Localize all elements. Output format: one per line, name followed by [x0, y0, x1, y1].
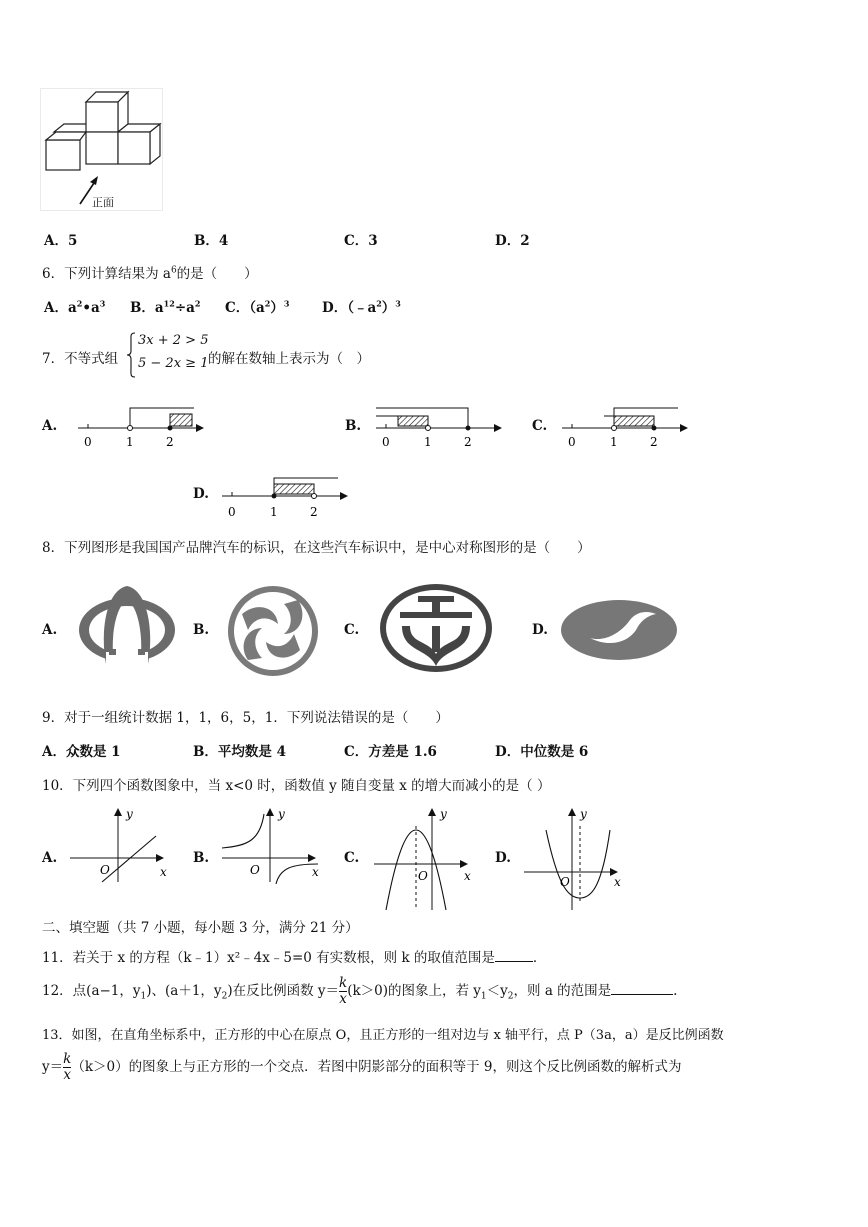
car-logo-c[interactable]: [378, 582, 494, 674]
car-logo-b[interactable]: [226, 584, 320, 678]
car-logo-d[interactable]: [560, 598, 678, 662]
q6-option-a[interactable]: A．$a^2•a^3$: [44, 298, 106, 316]
system-line-1: 3x + 2 > 5: [138, 333, 209, 348]
car-logo-a[interactable]: [76, 582, 178, 666]
axis-x-label: x: [464, 869, 471, 883]
q9-stem: 9．对于一组统计数据 1，1，6，5，1．下列说法错误的是（ ）: [42, 710, 449, 726]
origin-label: O: [250, 863, 260, 877]
origin-label: O: [100, 863, 110, 877]
tick-2: 2: [650, 435, 658, 449]
q7-label-c[interactable]: C.: [532, 418, 548, 434]
function-graph-c[interactable]: [370, 806, 480, 912]
cube-figure: [40, 88, 165, 213]
q8-label-d[interactable]: D.: [532, 622, 548, 638]
axis-y-label: y: [278, 807, 285, 821]
tick-1: 1: [270, 505, 278, 519]
q10-label-b[interactable]: B.: [193, 850, 210, 866]
q7-stem-post: 的解在数轴上表示为（ ）: [208, 351, 370, 367]
axis-y-label: y: [580, 807, 587, 821]
q13-fraction: $\frac{k}{x}$: [63, 1051, 72, 1083]
q8-label-c[interactable]: C.: [344, 622, 360, 638]
front-label: 正面: [92, 196, 114, 209]
q7-label-a[interactable]: A.: [42, 418, 58, 434]
tick-2: 2: [166, 435, 174, 449]
q9-option-b[interactable]: B．平均数是 4: [193, 744, 287, 760]
tick-0: 0: [84, 435, 92, 449]
q5-option-d[interactable]: D．2: [495, 233, 530, 249]
q11-text: 11．若关于 x 的方程（k﹣1）x²﹣4x﹣5=0 有实数根，则 k 的取值范围是 ．: [42, 950, 547, 966]
q10-label-d[interactable]: D.: [495, 850, 511, 866]
axis-y-label: y: [126, 807, 133, 821]
system-line-2: 5 − 2x ≥ 1: [138, 356, 209, 371]
axis-x-label: x: [312, 865, 319, 879]
inequality-brace: [126, 332, 136, 378]
axis-y-label: y: [440, 807, 447, 821]
tick-1: 1: [424, 435, 432, 449]
q10-label-c[interactable]: C.: [344, 850, 360, 866]
number-line-c[interactable]: [560, 404, 692, 452]
q5-option-a[interactable]: A．5: [44, 233, 78, 249]
q6-option-d[interactable]: D．$(﹣a^2)^3$: [322, 298, 401, 316]
tick-2: 2: [310, 505, 318, 519]
number-line-a[interactable]: [76, 404, 208, 452]
function-graph-b[interactable]: [218, 806, 328, 886]
tick-0: 0: [228, 505, 236, 519]
q7-label-b[interactable]: B.: [345, 418, 362, 434]
q7-label-d[interactable]: D.: [193, 486, 209, 502]
number-line-d[interactable]: [220, 474, 352, 522]
axis-x-label: x: [614, 875, 621, 889]
function-graph-a[interactable]: [66, 806, 176, 886]
tick-1: 1: [610, 435, 618, 449]
q10-label-a[interactable]: A.: [42, 850, 58, 866]
q9-option-a[interactable]: A．众数是 1: [42, 744, 121, 760]
q12-text: 12．点(a−1，$y_1$)、(a＋1，$y_2$)在反比例函数 y＝ $\frac{k}{x}$ (k＞0)的图象上，若 $y_1<y_2$，则 a 的范围是 .: [42, 975, 678, 1007]
q8-label-a[interactable]: A.: [42, 622, 58, 638]
origin-label: O: [560, 875, 570, 889]
function-graph-d[interactable]: [520, 806, 630, 912]
axis-x-label: x: [160, 865, 167, 879]
number-line-b[interactable]: [374, 404, 506, 452]
origin-label: O: [418, 869, 428, 883]
q13-line-2: y＝ $\frac{k}{x}$ （k＞0）的图象上与正方形的一个交点．若图中阴影部分的面积等于 9，则这个反比例函数的解析式为: [42, 1051, 682, 1083]
q5-option-c[interactable]: C．3: [344, 233, 378, 249]
q8-label-b[interactable]: B.: [193, 622, 210, 638]
q6-stem: 6．下列计算结果为 $a^6$的是（ ）: [42, 265, 258, 282]
tick-0: 0: [568, 435, 576, 449]
q11-answer-blank[interactable]: [495, 961, 533, 962]
q9-option-d[interactable]: D．中位数是 6: [495, 744, 589, 760]
q13-line-1: 13．如图，在直角坐标系中，正方形的中心在原点 O，且正方形的一组对边与 x 轴平行，点 P（3a，a）是反比例函数: [42, 1028, 724, 1043]
q10-stem: 10．下列四个函数图象中，当 x<0 时，函数值 y 随自变量 x 的增大而减小的是（ ）: [42, 778, 551, 794]
q6-option-c[interactable]: C．$(a^2)^3$: [225, 298, 290, 316]
tick-1: 1: [126, 435, 134, 449]
tick-2: 2: [464, 435, 472, 449]
q8-stem: 8．下列图形是我国国产品牌汽车的标识，在这些汽车标识中，是中心对称图形的是（ ）: [42, 540, 591, 556]
section-title: 二、填空题（共 7 小题，每小题 3 分，满分 21 分）: [42, 920, 359, 936]
q7-stem-pre: 7．不等式组: [42, 351, 119, 367]
q6-option-b[interactable]: B．$a^{12}\div a^2$: [130, 298, 201, 316]
q5-option-b[interactable]: B．4: [194, 233, 229, 249]
q9-option-c[interactable]: C．方差是 1.6: [344, 744, 437, 760]
q12-fraction: $\frac{k}{x}$: [339, 975, 348, 1007]
q12-answer-blank[interactable]: [611, 994, 673, 995]
tick-0: 0: [382, 435, 390, 449]
